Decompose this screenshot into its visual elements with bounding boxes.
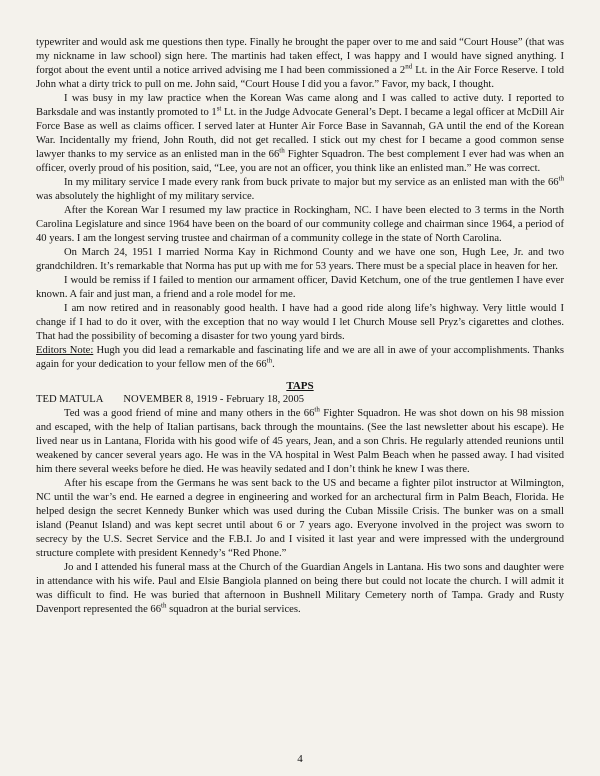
obituary-paragraph-3: Jo and I attended his funeral mass at the Church of the Guardian Angels in Lantana. His two sons and daughter were in attendance with his wife. Paul and Elsie Bangiola planned on being there but could not locate the church. I will admit it was difficult to find. He was buried that afternoon in Bushnell Military Cemetery north of Tampa. Grady and Rusty Davenport represented the 66th squadron at the burial services.	[36, 562, 564, 615]
editors-note-label: Editors Note:	[36, 345, 94, 356]
paragraph-military-ranks: In my military service I made every rank from buck private to major but my service as an enlisted man with the 66th was absolutely the highlight of my military service.	[36, 174, 564, 202]
paragraph-korean-war: I was busy in my law practice when the Korean Was came along and I was called to active duty. I reported to Barksdale and was instantly promoted to 1st Lt. in the Judge Advocate General’s Dept. I became a legal officer at McDill Air Force Base as well as claims officer. I served later at Hunter Air Force Base in Savannah, GA until the end of the Korean War. Incidentally my friend, John Routh, did not get recalled. I stick out my chest for I became a good common sense lawyer thanks to my service as an enlisted man in the 66th Fighter Squadron. The best complement I ever had was when an officer, overly proud of his position, said, “Lee, you are not an officer, you think like an enlisted man.” He was correct.	[36, 93, 564, 174]
paragraph-retirement: I am now retired and in reasonably good health. I have had a good ride along life’s highway. Very little would I change if I had to do it over, with the exception that no way would I let Church Mouse sell Pryz’s cigarettes and clothes. That had the possibility of becoming a disaster for two young yard birds.	[36, 303, 564, 342]
obituary-dates: NOVEMBER 8, 1919 - February 18, 2005	[123, 394, 305, 405]
paragraph-marriage: On March 24, 1951 I married Norma Kay in Richmond County and we have one son, Hugh Lee, Jr. and two grandchildren. It’s remarkable that Norma has put up with me for 53 years. There must be a special place in heaven for her.	[36, 247, 564, 272]
paragraph-commission: typewriter and would ask me questions then type. Finally he brought the paper over to me and said “Court House” (that was my nickname in law school) sign here. The martinis had taken effect, I was happy and I would have signed anything. I forgot about the event until a notice arrived advising me I had been commissioned a 2nd Lt. in the Air Force Reserve. I told John what a dirty trick to pull on me. John said, “Court House I did you a favor.” Favor, my back, I thought.	[36, 37, 564, 90]
obituary-header	[36, 393, 564, 407]
obituary-paragraph-2: After his escape from the Germans he was sent back to the US and became a fighter pilot instructor at Wilmington, NC until the war’s end. He earned a degree in engineering and worked for an archectural firm in Palm Beach, Florida. He helped design the secret Kennedy Bunker which was used during the Cuban Missile Crisis. The bunker was on a small island (Peanut Island) and was kept secret until about 6 or 7 years ago. Everyone involved in the project was sworn to secrecy by the U.S. Secret Service and the F.B.I. Jo and I visited it last year and were impressed with the underground structure complete with president Kennedy’s “Red Phone.”	[36, 478, 564, 559]
editors-note: Editors Note: Hugh you did lead a remarkable and fascinating life and we are all in awe of your accomplishments. Thanks again for your dedication to your fellow men of the 66th.	[36, 345, 564, 370]
page-number: 4	[297, 753, 303, 765]
paragraph-armament-officer: I would be remiss if I failed to mention our armament officer, David Ketchum, one of the true gentlemen I have ever known. A fair and just man, a friend and a role model for me.	[36, 275, 564, 300]
obituary-name: TED MATULA	[36, 394, 104, 405]
paragraph-law-practice: After the Korean War I resumed my law practice in Rockingham, NC. I have been elected to 3 terms in the North Carolina Legislature and since 1964 have been on the board of our community college and chairman since 1964, a period of 40 years. I am the longest serving trustee and chairman of a community college in the state of North Carolina.	[36, 205, 564, 244]
taps-heading: TAPS	[286, 380, 314, 392]
obituary-paragraph-1: Ted was a good friend of mine and many others in the 66th Fighter Squadron. He was shot down on his 98 mission and escaped, with the help of Italian partisans, back through the mountains. (See the last newsletter about his escape). He lived near us in Lantana, Florida with his good wife of 45 years, Jean, and a son Chris. He regularly attended reunions until weakened by cancer several years ago. He was in the VA hospital in West Palm Beach when he passed away. I had visited him there several weeks before he died. He was heavily sedated and I don’t think he knew I was there.	[36, 405, 564, 475]
